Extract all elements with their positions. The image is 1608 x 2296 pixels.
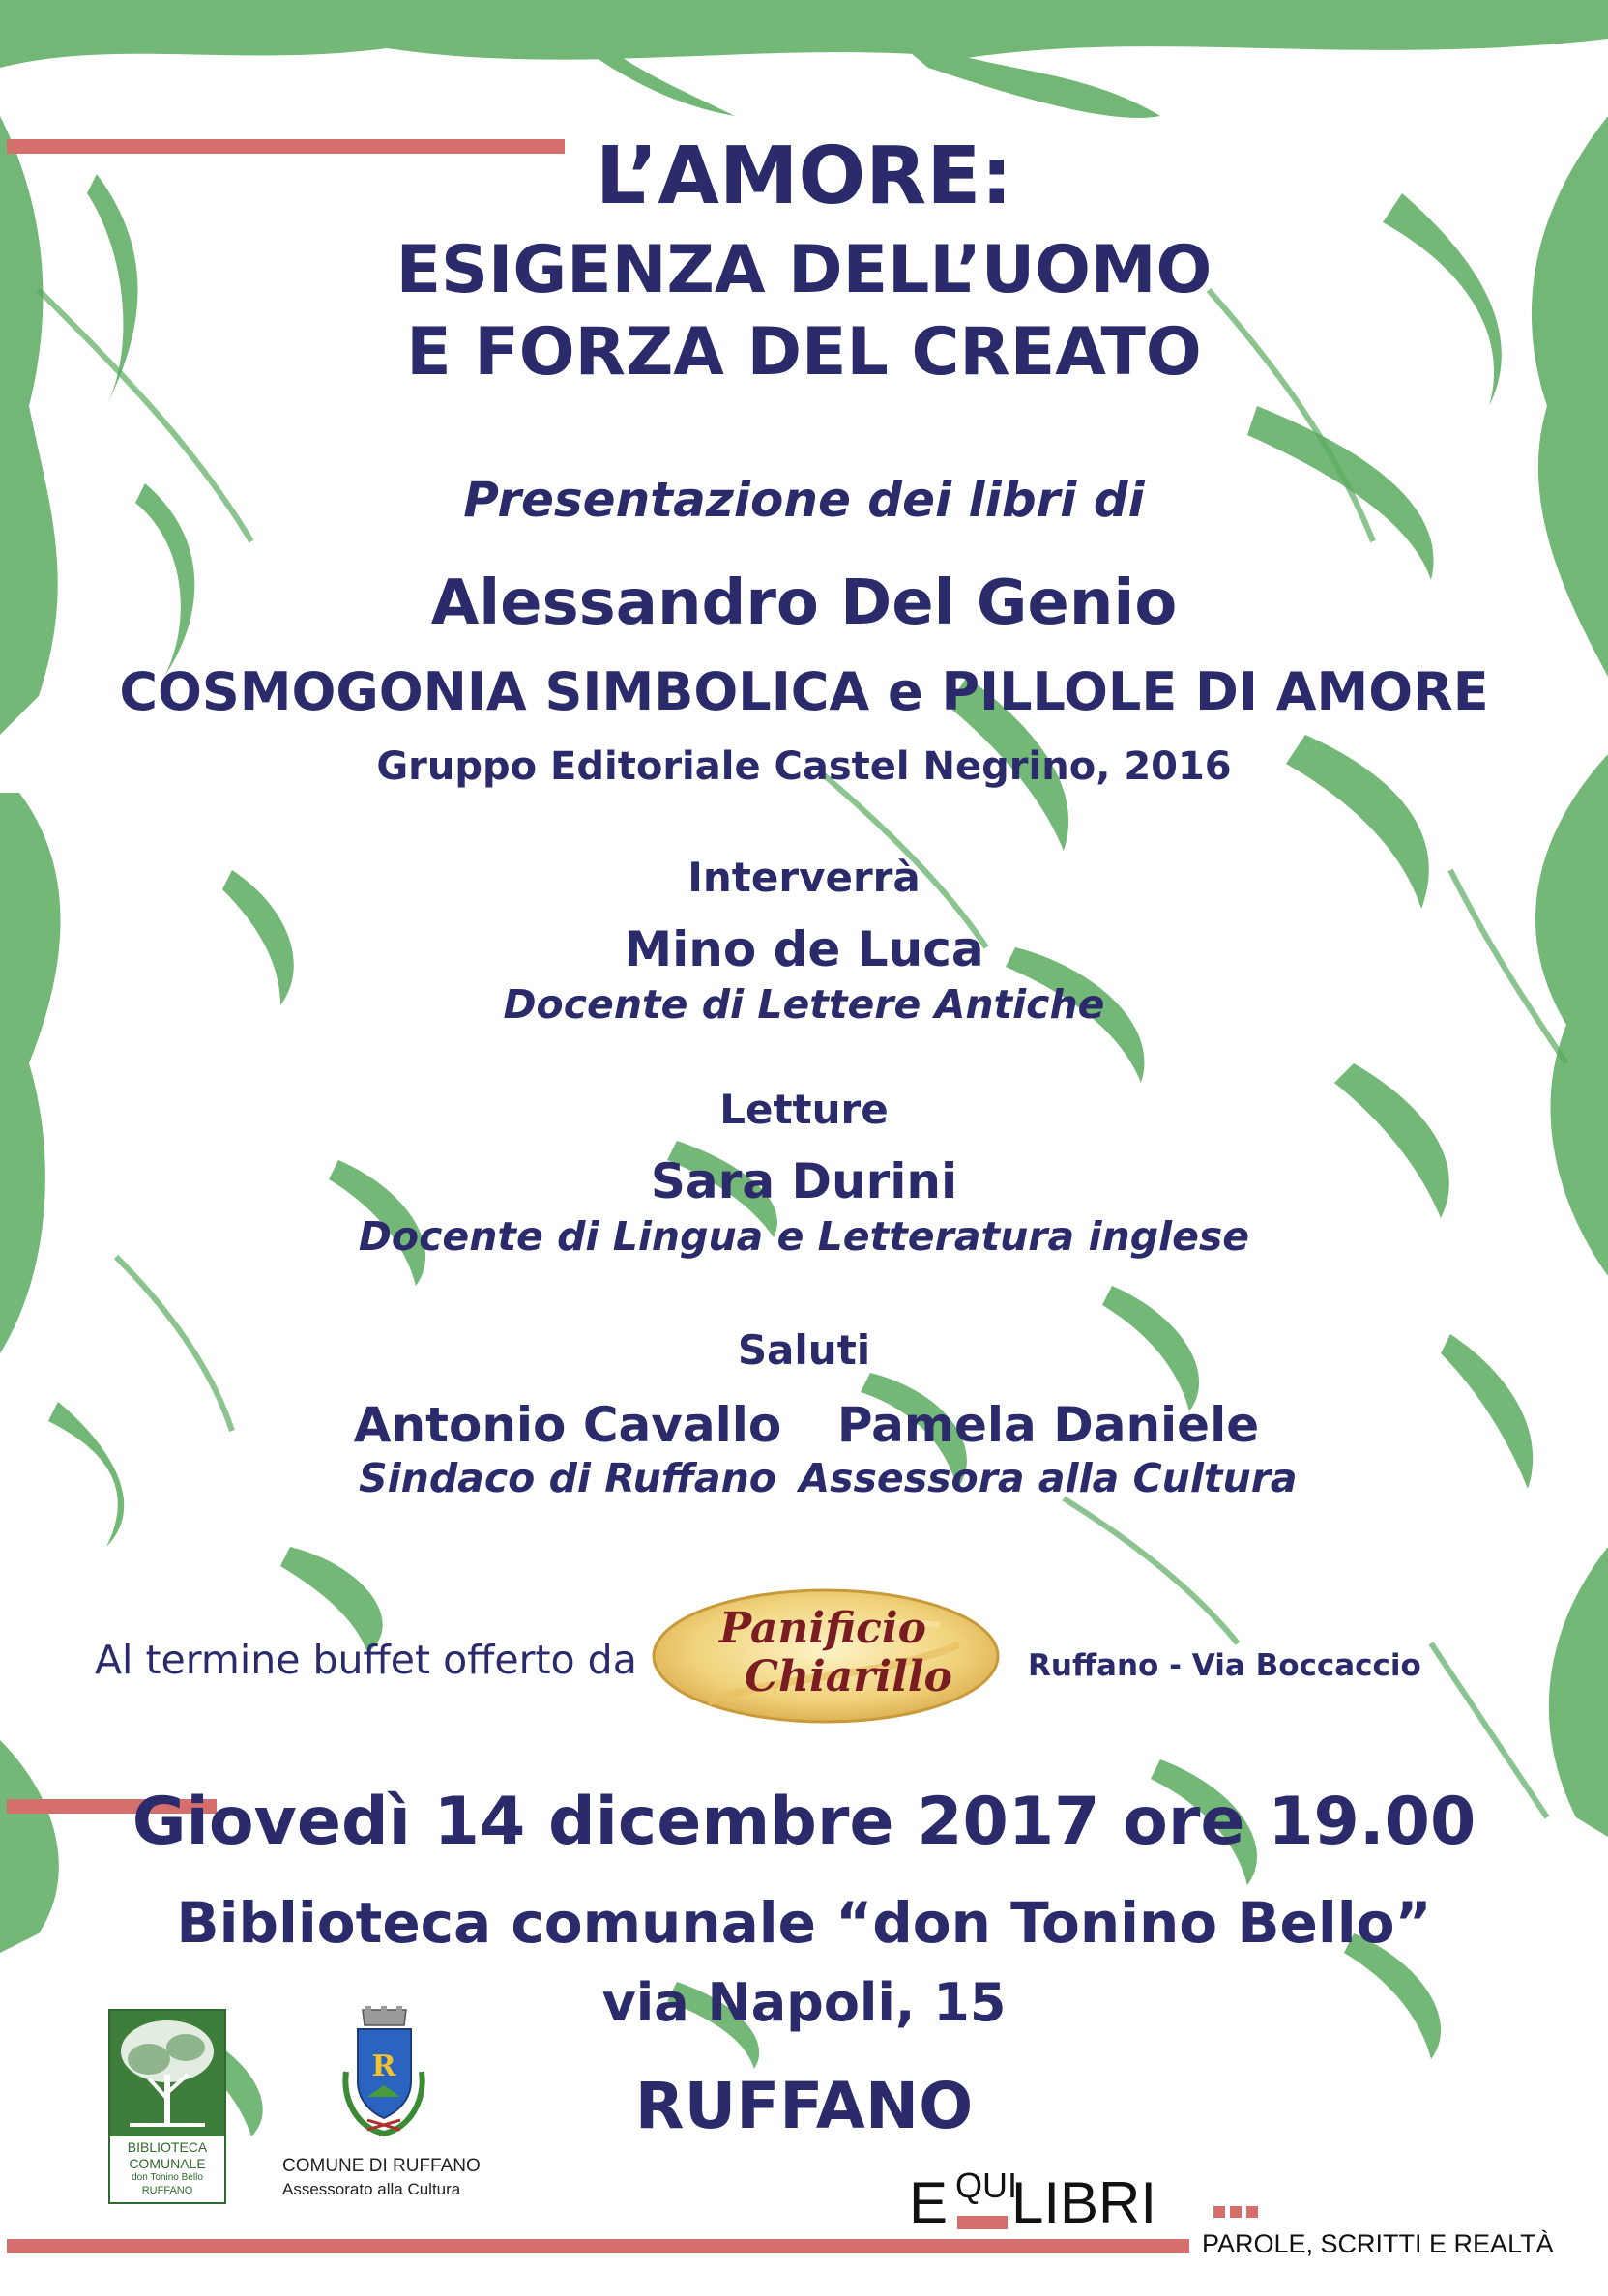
svg-text:R: R bbox=[371, 2049, 396, 2083]
library-line-2: COMUNALE bbox=[129, 2156, 206, 2171]
author-name: Alessandro Del Genio bbox=[430, 567, 1178, 639]
publisher: Gruppo Editoriale Castel Negrino, 2016 bbox=[376, 744, 1232, 789]
speaker-name: Mino de Luca bbox=[624, 921, 984, 977]
equilibri-libri: LIBRI bbox=[1011, 2170, 1157, 2235]
greeting-role-2: Assessora alla Cultura bbox=[799, 1455, 1298, 1501]
municipality-name: COMUNE DI RUFFANO bbox=[282, 2156, 481, 2176]
library-line-4: RUFFANO bbox=[141, 2185, 193, 2196]
event-town: RUFFANO bbox=[634, 2069, 974, 2143]
speaker-label: Interverrà bbox=[687, 854, 921, 901]
speaker-role: Docente di Lettere Antiche bbox=[503, 981, 1105, 1028]
readings-role: Docente di Lingua e Letteratura inglese bbox=[358, 1213, 1250, 1260]
greeting-name-1: Antonio Cavallo bbox=[353, 1397, 782, 1453]
library-line-3: don Tonino Bello bbox=[132, 2172, 203, 2183]
municipality-crest bbox=[329, 2004, 440, 2139]
chiarillo-name: Chiarillo bbox=[745, 1652, 952, 1701]
equilibri-bar bbox=[957, 2216, 1008, 2229]
panificio-chiarillo-logo bbox=[650, 1586, 1003, 1727]
equilibri-tagline: PAROLE, SCRITTI E REALTÀ bbox=[1202, 2229, 1554, 2258]
coat-of-arms-icon bbox=[329, 2004, 440, 2139]
library-line-1: BIBLIOTECA bbox=[127, 2139, 208, 2155]
equilibri-dots bbox=[1213, 2206, 1272, 2220]
municipality-dept: Assessorato alla Cultura bbox=[282, 2180, 461, 2198]
event-street: via Napoli, 15 bbox=[601, 1972, 1007, 2033]
title-line-1: L’AMORE: bbox=[595, 131, 1013, 222]
title-line-3: E FORZA DEL CREATO bbox=[406, 314, 1202, 391]
event-date: Giovedì 14 dicembre 2017 ore 19.00 bbox=[132, 1784, 1476, 1860]
equilibri-e: E bbox=[909, 2170, 949, 2235]
readings-name: Sara Durini bbox=[650, 1153, 958, 1209]
greeting-role-1: Sindaco di Ruffano bbox=[359, 1455, 776, 1501]
readings-label: Letture bbox=[719, 1086, 889, 1133]
panificio-name: Panificio bbox=[719, 1604, 926, 1653]
equilibri-qui: QUI bbox=[955, 2165, 1018, 2205]
presentation-intro: Presentazione dei libri di bbox=[463, 472, 1145, 528]
sponsor-address: Ruffano - Via Boccaccio bbox=[1028, 1648, 1421, 1683]
greeting-name-2: Pamela Daniele bbox=[836, 1397, 1260, 1453]
book-titles: COSMOGONIA SIMBOLICA e PILLOLE DI AMORE bbox=[119, 661, 1489, 722]
title-line-2: ESIGENZA DELL’UOMO bbox=[395, 232, 1213, 308]
library-logo bbox=[108, 2009, 226, 2204]
buffet-text: Al termine buffet offerto da bbox=[95, 1637, 637, 1683]
event-venue: Biblioteca comunale “don Tonino Bello” bbox=[176, 1890, 1432, 1956]
tree-icon bbox=[110, 2011, 224, 2136]
greetings-label: Saluti bbox=[737, 1326, 871, 1374]
